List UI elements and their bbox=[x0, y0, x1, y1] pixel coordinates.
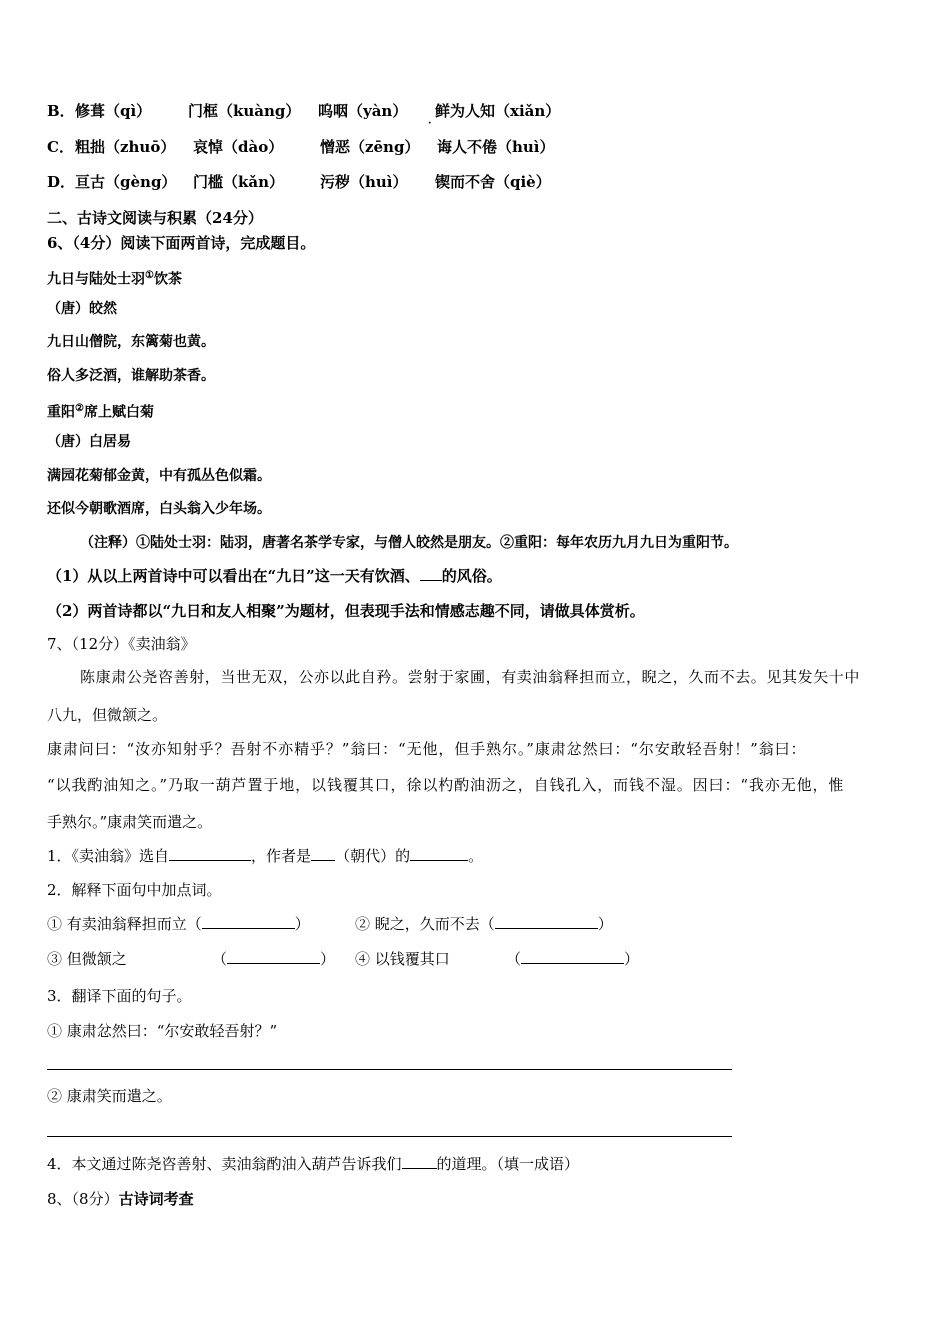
poem2-title-b: 席上赋白菊 bbox=[83, 404, 154, 421]
option-d-item-4: 锲而不舍（qiè） bbox=[435, 173, 551, 191]
section-heading: 二、古诗文阅读与积累（24分） bbox=[47, 209, 263, 227]
answer-blank[interactable] bbox=[495, 914, 598, 929]
poem2-title bbox=[47, 398, 154, 424]
option-d-item-2: 门槛（kǎn） bbox=[193, 173, 285, 191]
q7-s1-d: 。 bbox=[468, 847, 484, 865]
option-d-label: D． bbox=[47, 173, 76, 191]
answer-blank[interactable] bbox=[402, 1154, 437, 1169]
q7-s1-b: ，作者是 bbox=[251, 847, 312, 865]
q6-sub-1-a: （1）从以上两首诗中可以看出在“九日”这一天有饮酒、 bbox=[47, 567, 420, 585]
poem1-line-2: 俗人多泛酒，谁解助茶香。 bbox=[47, 368, 215, 384]
answer-line[interactable] bbox=[47, 1069, 732, 1070]
poem2-author: （唐）白居易 bbox=[47, 434, 131, 450]
answer-blank[interactable] bbox=[410, 846, 468, 861]
poem1-title-b: 饮茶 bbox=[153, 271, 182, 288]
q7-s4-a: 4．本文通过陈尧咨善射、卖油翁酌油入葫芦告诉我们 bbox=[47, 1155, 402, 1173]
q7-s3: 3．翻译下面的句子。 bbox=[47, 987, 192, 1005]
answer-blank[interactable] bbox=[227, 949, 320, 964]
note-mark-1: ① bbox=[145, 270, 154, 281]
answer-blank[interactable] bbox=[169, 846, 251, 861]
poem2-title-a: 重阳 bbox=[47, 404, 75, 421]
option-c-item-3: 憎恶（zēng） bbox=[320, 138, 420, 156]
option-d-item-1: 亘古（gèng） bbox=[75, 173, 177, 191]
emphasis-dot: · bbox=[428, 118, 432, 129]
q7-stem: 7、（12分）《卖油翁》 bbox=[47, 635, 196, 653]
option-d-item-3: 污秽（huì） bbox=[320, 173, 408, 191]
poem-notes: （注释）①陆处士羽：陆羽，唐著名茶学专家，与僧人皎然是朋友。②重阳：每年农历九月九日为重阳节。 bbox=[80, 535, 738, 551]
paren-close: ） bbox=[294, 915, 310, 933]
paren-close: ） bbox=[320, 950, 336, 968]
poem1-title bbox=[47, 265, 182, 291]
q7-s1 bbox=[47, 845, 483, 867]
poem1-author: （唐）皎然 bbox=[47, 301, 117, 317]
q7-s2-item-3: ③ 但微颔之 bbox=[47, 950, 127, 968]
q7-s2-item-4-blank bbox=[506, 948, 639, 970]
q7-s2-item-1 bbox=[47, 913, 310, 935]
q8-stem bbox=[47, 1188, 194, 1210]
q7-s2: 2．解释下面句中加点词。 bbox=[47, 881, 222, 899]
q7-s2-item-3-blank bbox=[212, 948, 335, 970]
poem1-title-a: 九日与陆处士羽 bbox=[47, 271, 145, 288]
q7-s2-item-4: ④ 以钱覆其口 bbox=[355, 950, 450, 968]
paren-close: ） bbox=[624, 950, 640, 968]
q7-s2-item-2 bbox=[355, 913, 613, 935]
q7-s1-c: （朝代）的 bbox=[335, 847, 411, 865]
q6-sub-1 bbox=[47, 565, 502, 587]
q6-sub-2: （2）两首诗都以“九日和友人相聚”为题材，但表现手法和情感志趣不同，请做具体赏析。 bbox=[47, 602, 645, 620]
answer-blank[interactable] bbox=[311, 846, 335, 861]
option-c-item-4: 诲人不倦（huì） bbox=[437, 138, 555, 156]
note-mark-2: ② bbox=[75, 403, 84, 414]
q7-s3-item-2: ② 康肃笑而遣之。 bbox=[47, 1087, 172, 1105]
answer-blank[interactable] bbox=[521, 949, 624, 964]
q7-s4 bbox=[47, 1153, 579, 1175]
q7-para2-line2: “以我酌油知之。”乃取一葫芦置于地，以钱覆其口，徐以杓酌油沥之，自钱孔入，而钱不湿。因曰：“我亦无他，惟 bbox=[47, 776, 845, 794]
answer-line[interactable] bbox=[47, 1136, 732, 1137]
option-c-label: C． bbox=[47, 138, 74, 156]
option-c-item-1: 粗拙（zhuō） bbox=[75, 138, 176, 156]
q7-para2-line1: 康肃问曰：“汝亦知射乎？吾射不亦精乎？”翁曰：“无他，但手熟尔。”康肃忿然曰：“尔安敢轻吾射！”翁曰： bbox=[47, 740, 807, 758]
q7-para2-line3: 手熟尔。”康肃笑而遣之。 bbox=[47, 813, 213, 831]
paren-close: ） bbox=[597, 915, 613, 933]
q8-stem-b: 古诗词考查 bbox=[118, 1190, 194, 1208]
option-b-label: B． bbox=[47, 102, 75, 120]
q6-stem: 6、（4分）阅读下面两首诗，完成题目。 bbox=[47, 234, 316, 252]
option-b-item-1: 修葺（qì） bbox=[75, 102, 152, 120]
q7-s2-i2-text: ② 睨之，久而不去（ bbox=[355, 915, 495, 933]
option-b-item-4: 鲜为人知（xiǎn） bbox=[435, 102, 561, 120]
answer-blank[interactable] bbox=[202, 914, 295, 929]
option-b-item-2: 门框（kuàng） bbox=[188, 102, 301, 120]
q7-s3-item-1: ① 康肃忿然曰：“尔安敢轻吾射？” bbox=[47, 1022, 278, 1040]
answer-blank[interactable] bbox=[420, 566, 442, 581]
q6-sub-1-b: 的风俗。 bbox=[441, 567, 502, 585]
q7-para1-line2: 八九，但微颔之。 bbox=[47, 706, 168, 724]
poem2-line-2: 还似今朝歌酒席，白头翁入少年场。 bbox=[47, 501, 271, 517]
q7-s4-b: 的道理。（填一成语） bbox=[436, 1155, 580, 1173]
poem1-line-1: 九日山僧院，东篱菊也黄。 bbox=[47, 334, 215, 350]
q7-s1-a: 1．《卖油翁》选自 bbox=[47, 847, 170, 865]
q7-s2-i1-text: ① 有卖油翁释担而立（ bbox=[47, 915, 202, 933]
option-c-item-2: 哀悼（dào） bbox=[193, 138, 284, 156]
option-b-item-3: 呜咽（yàn） bbox=[318, 102, 408, 120]
q7-para1-line1: 陈康肃公尧咨善射，当世无双，公亦以此自矜。尝射于家圃，有卖油翁释担而立，睨之，久而不去。见其发矢十中 bbox=[80, 668, 861, 686]
paren-open: （ bbox=[506, 950, 522, 968]
paren-open: （ bbox=[212, 950, 228, 968]
q8-stem-a: 8、（8分） bbox=[47, 1190, 119, 1208]
poem2-line-1: 满园花菊郁金黄，中有孤丛色似霜。 bbox=[47, 468, 271, 484]
